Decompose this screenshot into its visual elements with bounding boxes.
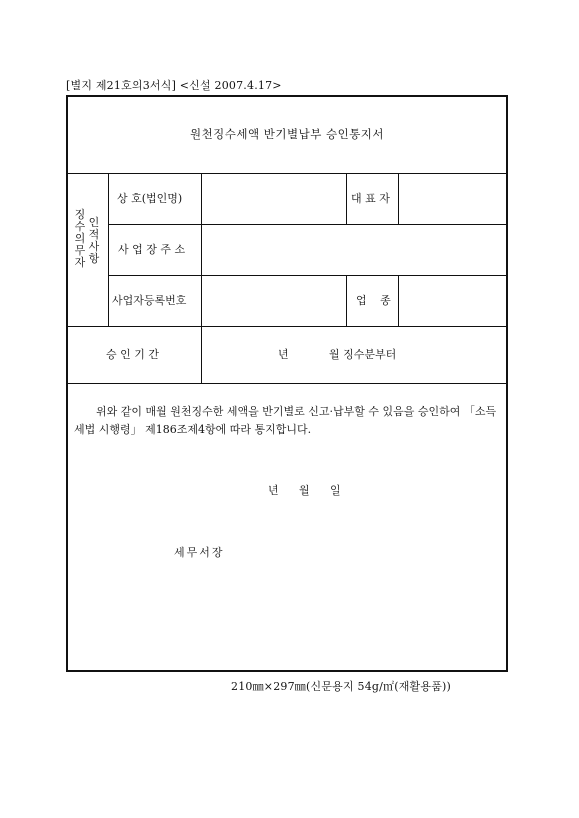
business-type-field[interactable] <box>399 276 506 326</box>
section-label-personal-info: 인적사항 <box>88 216 100 265</box>
divider-info-bottom <box>68 326 506 327</box>
date-year: 년 <box>268 484 279 497</box>
section-label-withholder: 징수의무자 <box>74 208 86 269</box>
representative-label: 대 표 자 <box>351 192 390 205</box>
trade-name-field[interactable] <box>202 174 346 224</box>
form-title: 원천징수세액 반기별납부 승인통지서 <box>189 127 385 141</box>
business-type-label: 업 종 <box>356 294 391 307</box>
approval-year-unit: 년 <box>278 348 289 361</box>
date-month: 월 <box>299 484 310 497</box>
approval-period-label: 승 인 기 간 <box>106 348 159 361</box>
registration-number-label: 사업자등록번호 <box>112 294 187 307</box>
divider-approval-bottom <box>68 383 506 384</box>
paper-specification: 210㎜×297㎜(신문용지 54g/㎡(재활용품)) <box>231 680 452 693</box>
form-reference: [별지 제21호의3서식] <신설 2007.4.17> <box>66 79 282 92</box>
business-address-label: 사 업 장 주 소 <box>118 243 186 256</box>
divider-biz-label-left <box>346 275 347 326</box>
date-day: 일 <box>330 484 341 497</box>
registration-number-field[interactable] <box>202 276 346 326</box>
divider-section-label <box>108 173 109 326</box>
approval-month-from: 월 징수분부터 <box>329 348 397 361</box>
notice-text: 위와 같이 매월 원천징수한 세액을 반기별로 신고·납부할 수 있음을 승인하여 「소득세법 시행령」 제186조제4항에 따라 통지합니다. <box>74 405 497 436</box>
approval-notice-form <box>66 95 508 672</box>
divider-rep-label-left <box>346 173 347 224</box>
tax-office-head: 세무서장 <box>174 546 225 559</box>
trade-name-label: 상 호(법인명) <box>117 192 183 205</box>
business-address-field[interactable] <box>202 225 506 275</box>
representative-field[interactable] <box>399 174 506 224</box>
